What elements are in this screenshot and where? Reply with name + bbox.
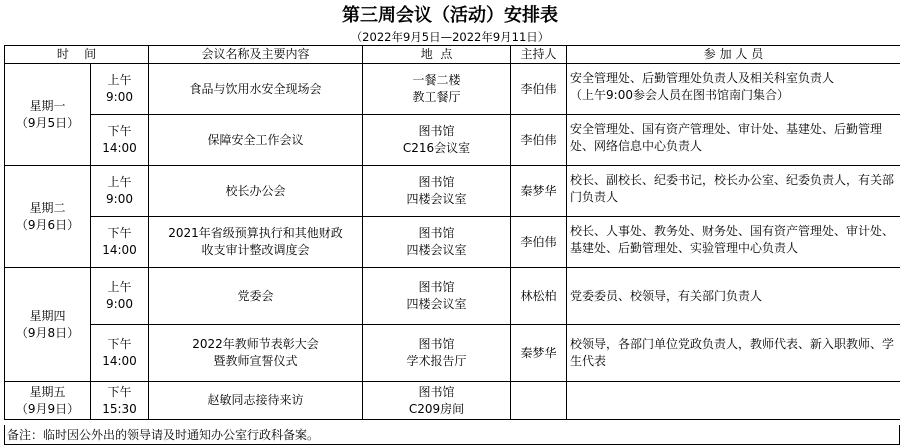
day-label: 星期二 <box>29 200 66 215</box>
time-label: 15:30 <box>102 401 137 416</box>
place-cell <box>363 325 511 382</box>
place-line: 四楼会议室 <box>406 192 467 206</box>
table-row <box>5 166 900 217</box>
time-label: 14:00 <box>102 354 137 368</box>
time-label: 9:00 <box>106 297 133 311</box>
day-date: （9月8日） <box>15 325 80 340</box>
day-label: 星期四 <box>29 308 66 323</box>
table-row <box>5 64 900 115</box>
participants-cell: 党委委员、校领导，有关部门负责人 <box>567 268 900 325</box>
header-participants: 参 加 人 员 <box>567 46 900 64</box>
day-date: （9月5日） <box>15 115 80 130</box>
host-cell: 李伯伟 <box>511 217 567 268</box>
time-cell <box>91 217 149 268</box>
period-label: 上午 <box>107 280 132 294</box>
place-cell <box>363 64 511 115</box>
table-row <box>5 382 900 420</box>
time-cell <box>91 268 149 325</box>
meeting-name-line: 暨教师宣誓仪式 <box>213 354 298 368</box>
period-label: 下午 <box>107 226 132 240</box>
time-cell <box>91 115 149 166</box>
header-name: 会议名称及主要内容 <box>149 46 363 64</box>
schedule-table <box>4 45 900 420</box>
participants-line: （上午9:00参会人员在图书馆南门集合） <box>570 88 789 102</box>
header-time: 时 间 <box>5 46 149 64</box>
meeting-name: 党委会 <box>149 268 363 325</box>
place-line: C216会议室 <box>402 141 471 155</box>
meeting-name: 保障安全工作会议 <box>149 115 363 166</box>
host-cell: 秦梦华 <box>511 166 567 217</box>
participants-cell: 校长、人事处、教务处、财务处、国有资产管理处、审计处、基建处、后勤管理处、实验管理中心负责人 <box>567 217 900 268</box>
period-label: 上午 <box>107 175 132 189</box>
host-cell: 李伯伟 <box>511 64 567 115</box>
participants-cell: 校领导，各部门单位党政负责人，教师代表、新入职教师、学生代表 <box>567 325 900 382</box>
place-line: 图书馆 <box>418 384 455 399</box>
meeting-name-line: 2021年省级预算执行和其他财政 <box>168 226 343 240</box>
place-cell <box>363 268 511 325</box>
place-line: 图书馆 <box>418 226 455 240</box>
participants-cell <box>567 64 900 115</box>
time-label: 9:00 <box>106 90 133 104</box>
day-cell <box>5 64 91 166</box>
day-label: 星期一 <box>29 98 66 113</box>
place-cell <box>363 115 511 166</box>
time-cell <box>91 64 149 115</box>
participants-cell: 安全管理处、国有资产管理处、审计处、基建处、后勤管理处、网络信息中心负责人 <box>567 115 900 166</box>
place-line: 四楼会议室 <box>406 243 467 257</box>
place-cell <box>363 217 511 268</box>
period-label: 下午 <box>107 124 132 138</box>
header-place: 地 点 <box>363 46 511 64</box>
participants-line: 安全管理处、后勤管理处负责人及相关科室负责人 <box>570 71 835 85</box>
table-row <box>5 115 900 166</box>
time-cell <box>91 166 149 217</box>
meeting-name: 食品与饮用水安全现场会 <box>149 64 363 115</box>
day-date: （9月9日） <box>15 401 80 416</box>
place-line: C209房间 <box>408 401 465 416</box>
header-host: 主持人 <box>511 46 567 64</box>
host-cell: 秦梦华 <box>511 325 567 382</box>
page-title: 第三周会议（活动）安排表 <box>342 5 558 26</box>
day-cell <box>5 382 91 420</box>
meeting-name <box>149 217 363 268</box>
meeting-name: 赵敏同志接待来访 <box>149 382 363 420</box>
participants-cell <box>567 382 900 420</box>
day-label: 星期五 <box>29 384 66 399</box>
period-label: 下午 <box>107 337 132 351</box>
meeting-name-line: 2022年教师节表彰大会 <box>192 337 319 351</box>
place-line: 图书馆 <box>418 280 455 294</box>
place-line: 图书馆 <box>418 337 455 351</box>
time-label: 14:00 <box>102 243 137 257</box>
place-line: 图书馆 <box>418 175 455 189</box>
place-line: 学术报告厅 <box>406 354 467 368</box>
host-cell: 李伯伟 <box>511 115 567 166</box>
table-row <box>5 268 900 325</box>
day-cell <box>5 166 91 268</box>
place-cell <box>363 166 511 217</box>
time-label: 9:00 <box>106 192 133 206</box>
period-label: 下午 <box>107 384 132 399</box>
host-cell: 林松柏 <box>511 268 567 325</box>
meeting-name: 校长办公会 <box>149 166 363 217</box>
day-date: （9月6日） <box>15 217 80 232</box>
period-label: 上午 <box>107 73 132 87</box>
place-line: 图书馆 <box>418 124 455 138</box>
time-label: 14:00 <box>102 141 137 155</box>
meeting-name <box>149 325 363 382</box>
date-range: （2022年9月5日—2022年9月11日） <box>350 30 550 44</box>
day-cell <box>5 268 91 382</box>
footer-note: 备注：临时因公外出的领导请及时通知办公室行政科备案。 <box>4 425 900 445</box>
place-cell <box>363 382 511 420</box>
header-row <box>5 46 900 64</box>
time-cell <box>91 382 149 420</box>
place-line: 四楼会议室 <box>406 297 467 311</box>
participants-cell: 校长、副校长、纪委书记，校长办公室、纪委负责人，有关部门负责人 <box>567 166 900 217</box>
host-cell <box>511 382 567 420</box>
place-line: 一餐二楼 <box>412 73 461 87</box>
meeting-name-line: 收支审计整改调度会 <box>201 243 310 257</box>
time-cell <box>91 325 149 382</box>
table-row <box>5 325 900 382</box>
table-row <box>5 217 900 268</box>
place-line: 教工餐厅 <box>412 90 461 104</box>
